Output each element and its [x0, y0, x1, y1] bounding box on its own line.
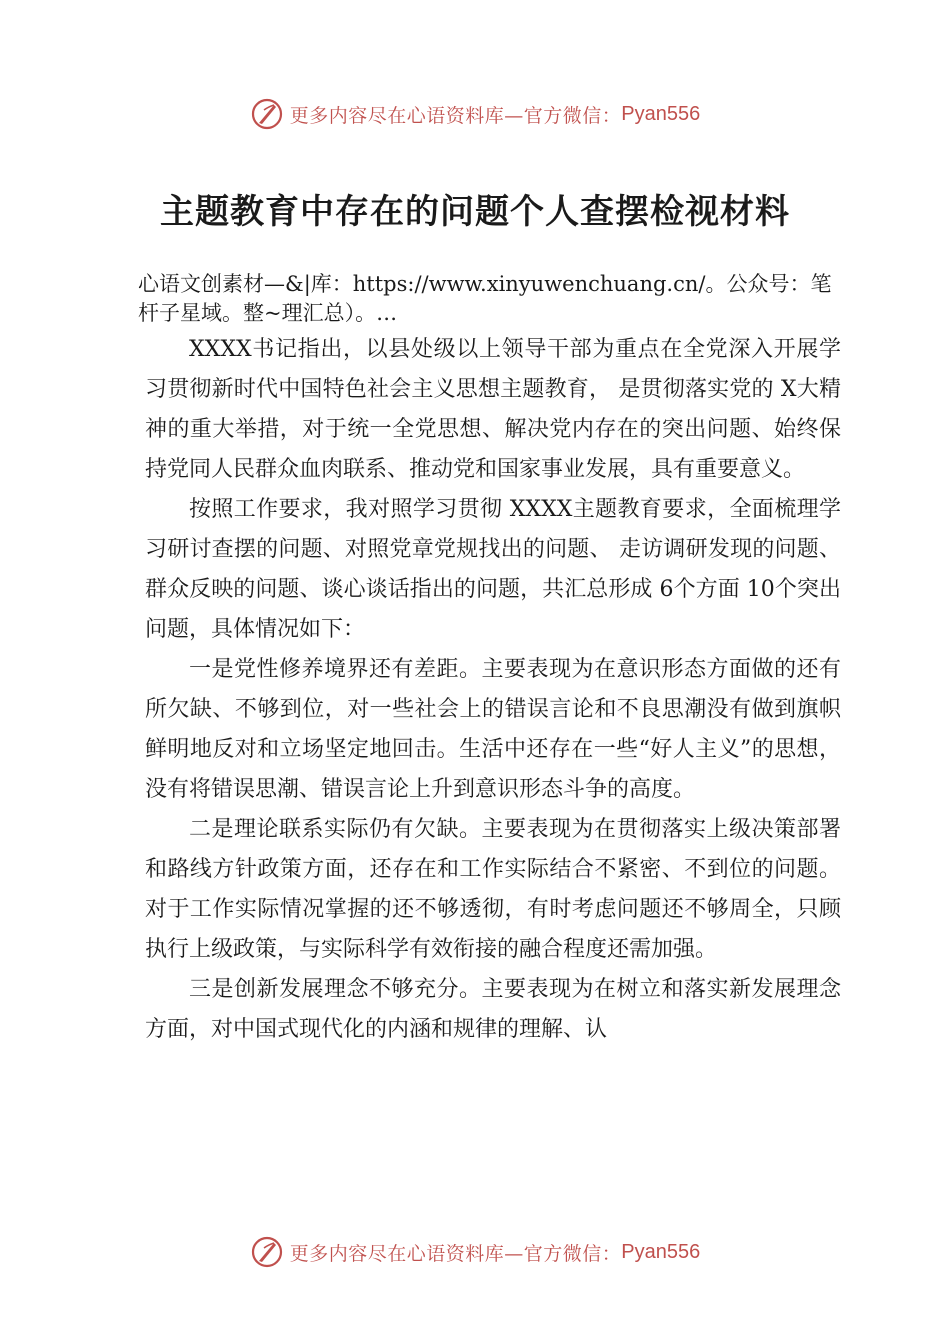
document-body: [145, 330, 841, 1050]
paragraph: XXXX书记指出，以县处级以上领导干部为重点在全党深入开展学习贯彻新时代中国特色社会主义思想主题教育， 是贯彻落实党的 X大精神的重大举措，对于统一全党思想、解决党内存在的突出问题、始终保持党同人民群众血肉联系、推动党和国家事业发展，具有重要意义。: [145, 337, 841, 482]
footer-banner: [0, 1232, 950, 1272]
quill-pen-logo-icon: [250, 97, 284, 131]
paragraph: 按照工作要求，我对照学习贯彻 XXXX主题教育要求，全面梳理学习研讨查摆的问题、对照党章党规找出的问题、 走访调研发现的问题、群众反映的问题、谈心谈话指出的问题，共汇总形成 6个方面 10个突出问题，具体情况如下：: [145, 497, 841, 642]
banner-wechat-id: Pyan556: [621, 102, 701, 125]
banner-text: 更多内容尽在心语资料库—官方微信：: [289, 104, 622, 127]
banner-text: 更多内容尽在心语资料库—官方微信：: [289, 1242, 622, 1265]
document-title: 主题教育中存在的问题个人查摆检视材料: [160, 192, 790, 232]
paragraph: 一是党性修养境界还有差距。主要表现为在意识形态方面做的还有所欠缺、不够到位，对一些社会上的错误言论和不良思潮没有做到旗帜鲜明地反对和立场坚定地回击。生活中还存在一些“好人主义”的思想，没有将错误思潮、错误言论上升到意识形态斗争的高度。: [145, 657, 841, 802]
source-note: 心语文创素材—&|库：https://www.xinyuwenchuang.cn/。公众号：笔杆子星域。整~理汇总）。…: [138, 272, 832, 325]
quill-pen-logo-icon: [250, 1235, 284, 1269]
header-banner: [0, 94, 950, 134]
paragraph: 二是理论联系实际仍有欠缺。主要表现为在贯彻落实上级决策部署和路线方针政策方面，还存在和工作实际结合不紧密、不到位的问题。对于工作实际情况掌握的还不够透彻，有时考虑问题还不够周全，只顾执行上级政策，与实际科学有效衔接的融合程度还需加强。: [145, 817, 841, 962]
paragraph: 三是创新发展理念不够充分。主要表现为在树立和落实新发展理念方面，对中国式现代化的内涵和规律的理解、认: [145, 977, 841, 1042]
banner-wechat-id: Pyan556: [621, 1240, 701, 1263]
